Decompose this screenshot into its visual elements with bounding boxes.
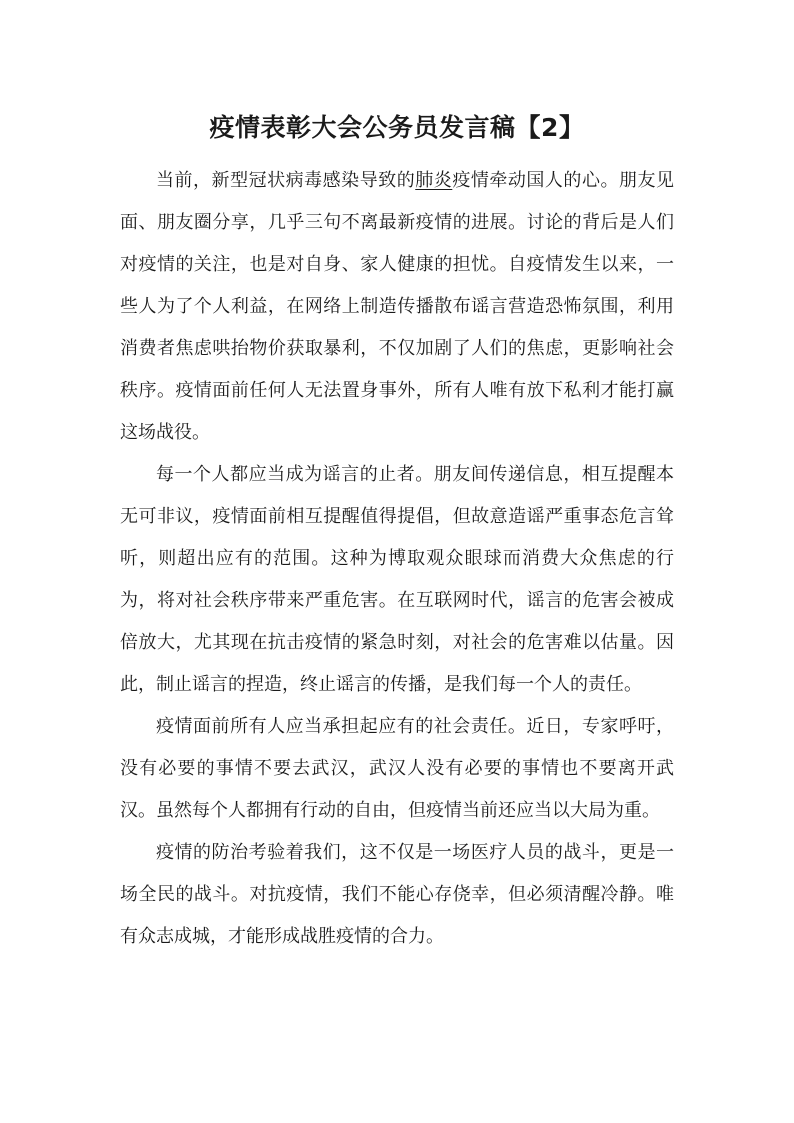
paragraph-4: 疫情的防治考验着我们，这不仅是一场医疗人员的战斗，更是一场全民的战斗。对抗疫情，我们不能心存侥幸，但必须清醒冷静。唯有众志成城，才能形成战胜疫情的合力。 — [120, 842, 674, 947]
paragraph-3: 疫情面前所有人应当承担起应有的社会责任。近日，专家呼吁，没有必要的事情不要去武汉，武汉人没有必要的事情也不要离开武汉。虽然每个人都拥有行动的自由，但疫情当前还应当以大局为重。 — [120, 716, 674, 821]
paragraph-1 — [120, 160, 674, 454]
paragraph-1-text-start: 当前，新型冠状病毒感染导致的 — [156, 170, 416, 191]
document-body — [120, 160, 674, 958]
document-title: 疫情表彰大会公务员发言稿【2】 — [209, 113, 585, 142]
paragraph-2: 每一个人都应当成为谣言的止者。朋友间传递信息，相互提醒本无可非议，疫情面前相互提醒值得提倡，但故意造谣严重事态危言耸听，则超出应有的范围。这种为博取观众眼球而消费大众焦虑的行为，将对社会秩序带来严重危害。在互联网时代，谣言的危害会被成倍放大，尤其现在抗击疫情的紧急时刻，对社会的危害难以估量。因此，制止谣言的捏造，终止谣言的传播，是我们每一个人的责任。 — [120, 464, 674, 695]
pneumonia-link[interactable]: 肺炎 — [415, 170, 453, 191]
paragraph-1-text-end: 疫情牵动国人的心。朋友见面、朋友圈分享，几乎三句不离最新疫情的进展。讨论的背后是人们对疫情的关注，也是对自身、家人健康的担忧。自疫情发生以来，一些人为了个人利益，在网络上制造传播散布谣言营造恐怖氛围，利用消费者焦虑哄抬物价获取暴利，不仅加剧了人们的焦虑，更影响社会秩序。疫情面前任何人无法置身事外，所有人唯有放下私利才能打赢这场战役。 — [120, 170, 675, 443]
